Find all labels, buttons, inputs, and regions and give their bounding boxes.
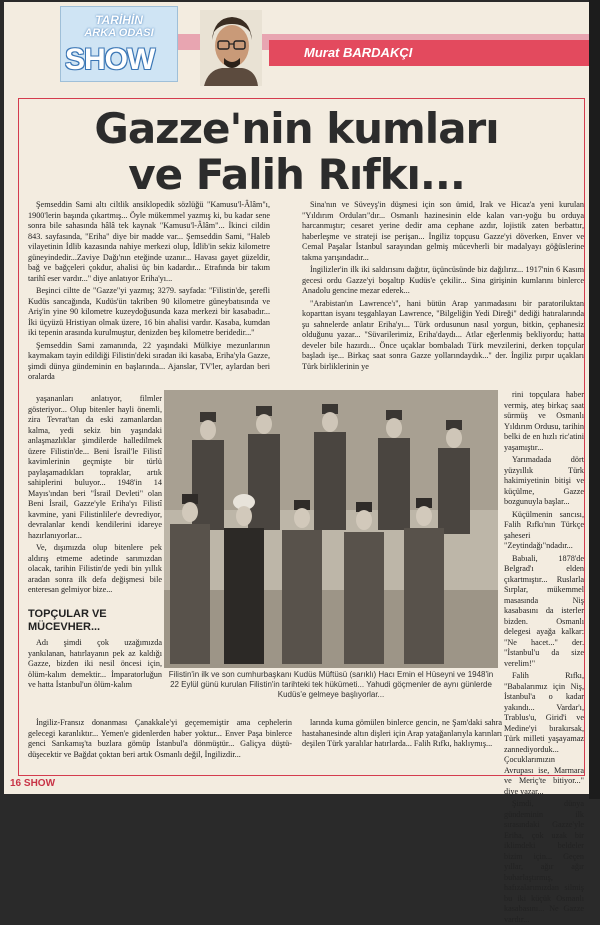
logo-line2: ARKA ODASI [84,27,154,39]
column-1-top [28,200,270,394]
paragraph: rini topçulara haber vermiş, ateş birkaç saat sürmüş ve Osmanlı Yıldırım Ordusu, tarihin belki de en hızlı ric'atini yaşamıştır... [504,390,584,452]
paragraph: "Arabistan'ın Lawrence'ı", hani bütün Arap yarımadasını bir paratoriluktan koparttan isyanı teşgahlayan Lawrence, "Bilgeliğin Yedi Direği" dediği hatıralarında şu sahnelerde anlatır Eriha'yı... Türk ordusunun nasıl yorgun, bitkin, çephanesiz olduğunu yazar... "Süvarilerimiz, Eriha'daydı... Atlar eğerlenmiş bekliyordu; hatta develer bile hazırdı... Önce uçaklar bombaladı Türk mevzilerini, derken topçular başladı işe... Birkaç saat sonra Gazze yollarındaydık..." der. İngiliz pırpır uçakları Türk birliklerinin ye [302,298,584,371]
paragraph: Babıali, 1878'de Belgrad'ı elden çıkartmıştır... Ruslarla Sırplar, mükemmel masasında Niş kasabasını da isterler bizden. Osmanlı delegesi ayağa kalkar: "Ne hacet..." der. "İstanbul'u da size verelim!" [504,553,584,668]
page-edge-shadow [589,0,600,799]
paragraph: Beşinci ciltte de "Gazze"yi yazmış; 3279. sayfada: "Filistin'de, şerefli Kudüs sancağında, Kudüs'ün takriben 90 kilometre güneybatısında ve Ariş'in yine 90 kilometre kuzeydoğusunda kaza merkezi bir kasabadır... İki üçyüzü Hristiyan olmak üzere, 16 bin ahalisi vardır. Kasaba, kumdan iki tepenin arasında kurulmuştur, denizden beş kilometre beridedir..." [28,286,270,337]
subheading: TOPÇULAR VE MÜCEVHER... [28,608,107,633]
paragraph: Yarımadada dört yüzyıllık Türk hakimiyetinin bitişi ve küçülme, Gazze bozgunuyla başlar... [504,455,584,506]
bottom-text-right [302,718,502,778]
historic-group-photo [164,390,498,668]
paragraph: Ve, dışımızda olup bitenlere pek aldırış etmeme adetinde sarımızdan olacak, tarihin Filistin'de yedi bin yıllık aradan sonra ilk defa değişmesi bile enteresan gelmiyor bize... [28,543,162,594]
page-number: 16 SHOW [10,778,56,789]
author-name: Murat BARDAKÇI [304,45,413,60]
paragraph: Şemseddin Sami altı ciltlik ansiklopedik sözlüğü "Kamusu'l-Âlâm"ı, 1900'lerin başında çıkartmış... Öyle mükemmel yazmış ki, bu kadar sene sonra bile sahasında hâlâ tek kaynak "Kamusu'l-Âlâm"... İkinci cildin 843. sayfasında, "Eriha" diye bir madde var... Şemseddin Sami, "Haleb vilayetinin İdlib kazasında nahiye merkezi olup, İdlib'in sekiz kilometre güneyindedir...Zaviye Dağı'nın eteğinde uzanır... Havası gayet güzeldir, bağ ve bağçeleri çokdur, ahalisi üç bin kadardır... Etrafında bir takım tarihî eser vardır..." diye anlatıyor Eriha'yı... [28,200,270,283]
paragraph: İngilizler'in ilk iki saldırısını dağıtır, üçüncüsünde biz dağılırız... 1917'nin 6 Kasım gecesi ordu Gazze'yi boşaltıp Kudüs'e çekilir... Sina girişinin kumlarını binlerce Anadolu gencine mezar ederek... [302,265,584,295]
headline-line2: ve Falih Rıfkı... [128,150,465,199]
logo-line1: TARİHİN [95,13,143,27]
paragraph: İngiliz-Fransız donanması Çanakkale'yi geçememiştir ama cephelerin gelecegi karanlıktır... Yemen'e gidenlerden haber yoktur... Enver Paşa binlerce genci Sarıkamış'ta buzlara gömüp İstanbul'a dönmüştür... Galiçya düştü-düşecektir ve Bağdat çoktan beri artık Osmanlı değil, İngilizdir... [28,718,292,759]
paragraph: Falih Rıfkı, "Babalarımız için Niş, İstanbul'a o kadar yakındı... Vardar'ı, Trablus'u, Girid'i ve Medine'yi bırakırsak, Türk milleti yaşayamaz zannediyorduk... Çocuklarımızın Avrupası ise, Marmara ve Meriç'te bitiyor..." diye yazar... [504,671,584,796]
bottom-text-left [28,718,292,778]
column-1-bottom [28,638,162,718]
paragraph: Küçülmenin sancısı, Falih Rıfkı'nın Türkçe şaheseri "Zeytindağı"ndadır... [504,509,584,550]
logo-main: SHOW [65,43,155,76]
paragraph: yaşananları anlatıyor, filmler gösteriyor... Olup bitenler hayli önemli, zira Tevrat'tan da eski zamanlardan kalma, yedi sekiz bin yaşındaki anlaşmazlıklar şimdilerde halledilmek üzere Filistin'de... Beni İsrail'le Filistî kavimlerinin geçmişte bir türlü paylaşamadıkları topraklar, artık sahiplerini buluyor... 1948'in 14 Mayıs'ından beri "İsrail Devleti" olan Beni İsrail, Gazze'yle Eriha'yı Filistî kavmine, yani Filistinliler'e devrediyor, devralanlar kendi kendilerini idareye hazırlanıyorlar... [28,394,162,540]
paragraph: Adı şimdi çok uzağımızda yankılanan, hatırlayanın pek az kaldığı Gazze, bizden iki nesil öncesi için, ölüm-kalım demektir... İmparatorluğun ve hatta İstanbul'un ölüm-kalım [28,638,162,689]
column-1-middle [28,394,162,604]
column-3 [504,390,584,924]
column-logo [60,6,178,82]
paragraph: Sina'nın ve Süveyş'in düşmesi için son ümid, Irak ve Hicaz'a yeni kurulan "Yıldırım Orduları"dır... Osmanlı hazinesinin elde kalan varı-yoğu bu orduya harcanmıştır; cesaret yerine dedir ama cephane azdır, lojistik zaten berbattır, haberleşme ve strateji ise perişan... İngiliz topçusu Gazze'yi döverken, Enver ve Cemal Paşalar İstanbul sarayından gelmiş mücevherli bir madalyayı göğüslerine takma yarışındadır... [302,200,584,262]
paragraph: Şimdi, dünya gündeminin ilk sırasındaki Gazze'yle Eriha, çok uzak bir iklimdeki beldeler bizim için... Geçen yıllar, ağır ağır buharlaştırmış, hafızalarımızdan silmiş bu iki küçük Osmanlı kasabasını... Ne Gazze vardır... [504,799,584,924]
author-portrait [200,10,262,86]
photo-caption: Filistin'in ilk ve son cumhurbaşkanı Kudüs Müftüsü (sarıklı) Hacı Emin el Hüseyni ve 1948'in 22 Eylül günü kurulan Filistin'in tarihteki tek hükümeti... Yahudi göçmenler de aynı günlerde Kudüs'e gelmeye başlıyorlar... [168,670,494,699]
paragraph: Şemseddin Sami zamanında, 22 yaşındaki Mülkiye mezunlarının kaymakam tayin edildiği Filistin'deki sıradan iki kasaba, Eriha'yla Gazze, şimdi dünya gündeminin en başlarında... Ajanslar, TV'ler, aylardan beri oralarda [28,340,270,381]
paragraph: larında kuma gömülen binlerce gencin, ne Şam'daki sahra hastahanesinde altın dişleri için Arap yatağanlarıyla karınları deşilen Türk yaralılar hatırlarda... Falih Rıfkı, haklıymış... [302,718,502,748]
column-2-top [302,200,584,388]
magazine-page [4,2,589,924]
headline-line1: Gazze'nin kumları [94,104,499,153]
